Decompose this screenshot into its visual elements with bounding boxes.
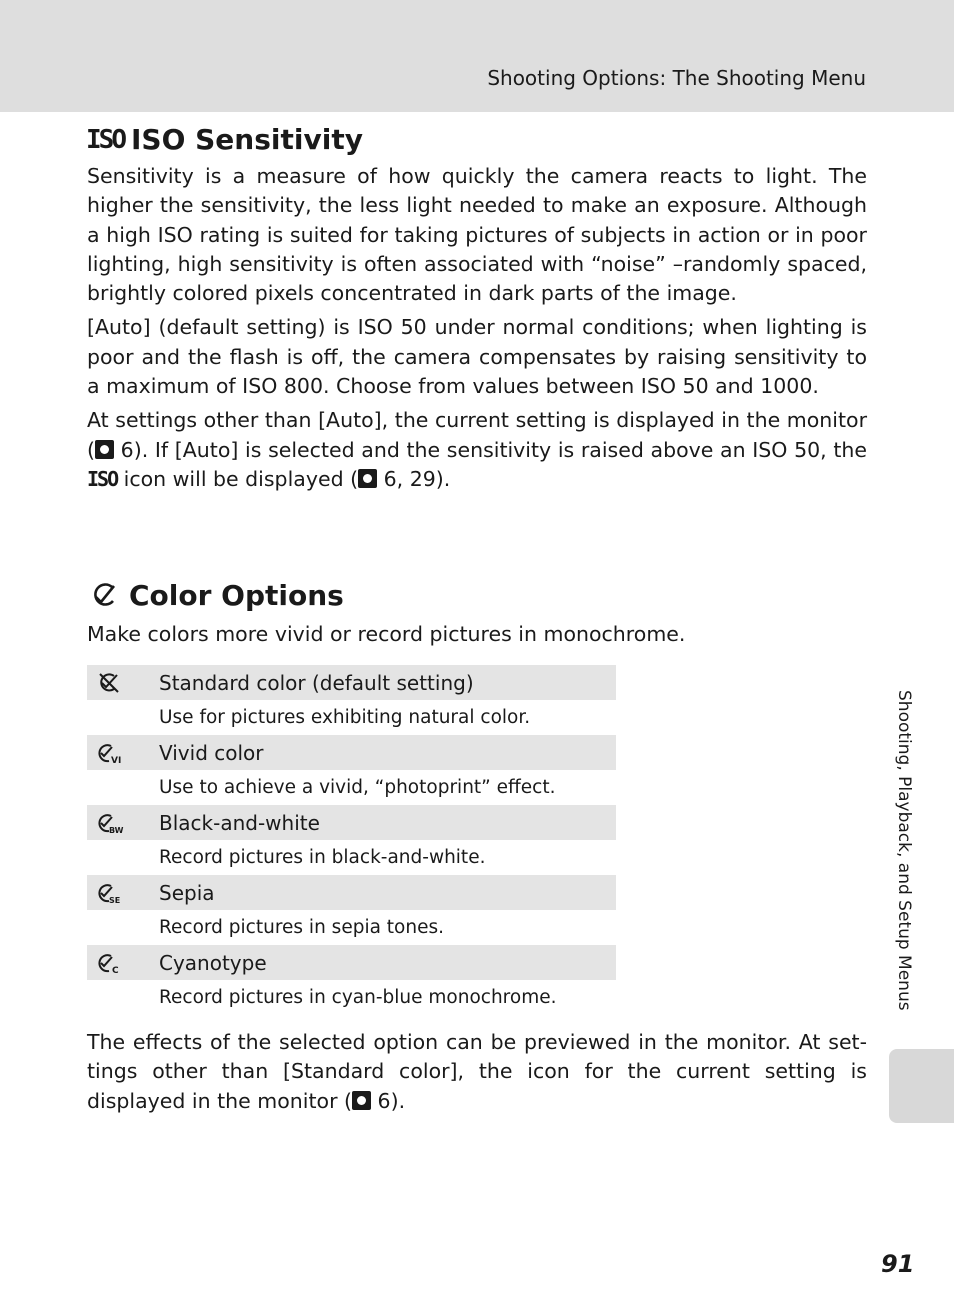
iso-paragraph-2: [Auto] (default setting) is ISO 50 under normal conditions; when lighting is poor and the flash is off, the camera compensates by raising sensitivity to a maximum of ISO 800. Choose from values between ISO 50 and 1000. [87, 315, 867, 399]
iso-sensitivity-section [87, 124, 867, 494]
option-label: Sepia [159, 880, 215, 905]
option-description: Record pictures in cyan-blue monochrome. [159, 987, 557, 1009]
running-header: Shooting Options: The Shooting Menu [487, 66, 866, 90]
iso-heading-text: ISO Sensitivity [131, 123, 363, 156]
table-row [87, 945, 616, 980]
table-row [87, 805, 616, 840]
table-row [87, 875, 616, 910]
header-band [0, 0, 954, 112]
chapter-tab [889, 1049, 954, 1123]
color-options-section [87, 580, 867, 1015]
svg-text:BW: BW [109, 825, 124, 835]
option-description: Record pictures in black-and-white. [159, 847, 486, 869]
sepia-icon [97, 882, 121, 904]
option-description: Use to achieve a vivid, “photoprint” effect. [159, 777, 556, 799]
color-options-icon [87, 581, 121, 611]
option-label: Vivid color [159, 740, 264, 765]
iso-icon: ISO [86, 125, 124, 155]
option-label: Black-and-white [159, 810, 320, 835]
vivid-color-icon [97, 742, 121, 764]
option-description: Use for pictures exhibiting natural color. [159, 707, 531, 729]
option-description: Record pictures in sepia tones. [159, 917, 444, 939]
color-options-heading [87, 580, 867, 612]
color-options-table [87, 665, 616, 1015]
iso-sensitivity-heading [87, 124, 867, 156]
svg-text:C: C [112, 965, 119, 976]
color-intro: Make colors more vivid or record pictures in monochrome. [87, 622, 686, 646]
table-row [87, 840, 616, 875]
page-reference-icon [352, 1091, 371, 1110]
table-row [87, 700, 616, 735]
table-row [87, 665, 616, 700]
page-number: 91 [881, 1250, 915, 1278]
svg-text:SE: SE [109, 895, 121, 905]
standard-color-icon [97, 672, 121, 694]
option-label: Cyanotype [159, 950, 267, 975]
page-reference-icon [358, 469, 377, 488]
table-row [87, 910, 616, 945]
page-reference-icon [95, 440, 114, 459]
option-label: Standard color (default setting) [159, 670, 474, 695]
cyanotype-icon [97, 952, 121, 974]
color-footer-paragraph: The effects of the selected option can be previewed in the monitor. At set-tings other than [Standard color], the icon for the current setting is displayed in the monitor ( 6). [87, 1030, 867, 1113]
color-heading-text: Color Options [129, 579, 344, 612]
table-row [87, 980, 616, 1015]
color-footer-section [87, 1028, 867, 1116]
side-chapter-label: Shooting, Playback, and Setup Menus [894, 690, 914, 1011]
black-and-white-icon [97, 812, 124, 835]
iso-inline-icon: ISO [87, 466, 118, 491]
iso-paragraph-3: At settings other than [Auto], the current setting is displayed in the monitor ( 6). If [Auto] is selected and the sensitivity is raised above an ISO 50, the ISO icon will be displayed ( 6, 29). [87, 406, 867, 494]
table-row [87, 735, 616, 770]
table-row [87, 770, 616, 805]
svg-text:VI: VI [111, 755, 122, 766]
iso-paragraph-1: Sensitivity is a measure of how quickly the camera reacts to light. The higher the sensitivity, the less light needed to make an exposure. Although a high ISO rating is suited for taking pictures of subjects in action or in poor lighting, high sensitivity is often associated with “noise” –randomly spaced, brightly colored pixels concentrated in dark parts of the image. [87, 164, 867, 306]
